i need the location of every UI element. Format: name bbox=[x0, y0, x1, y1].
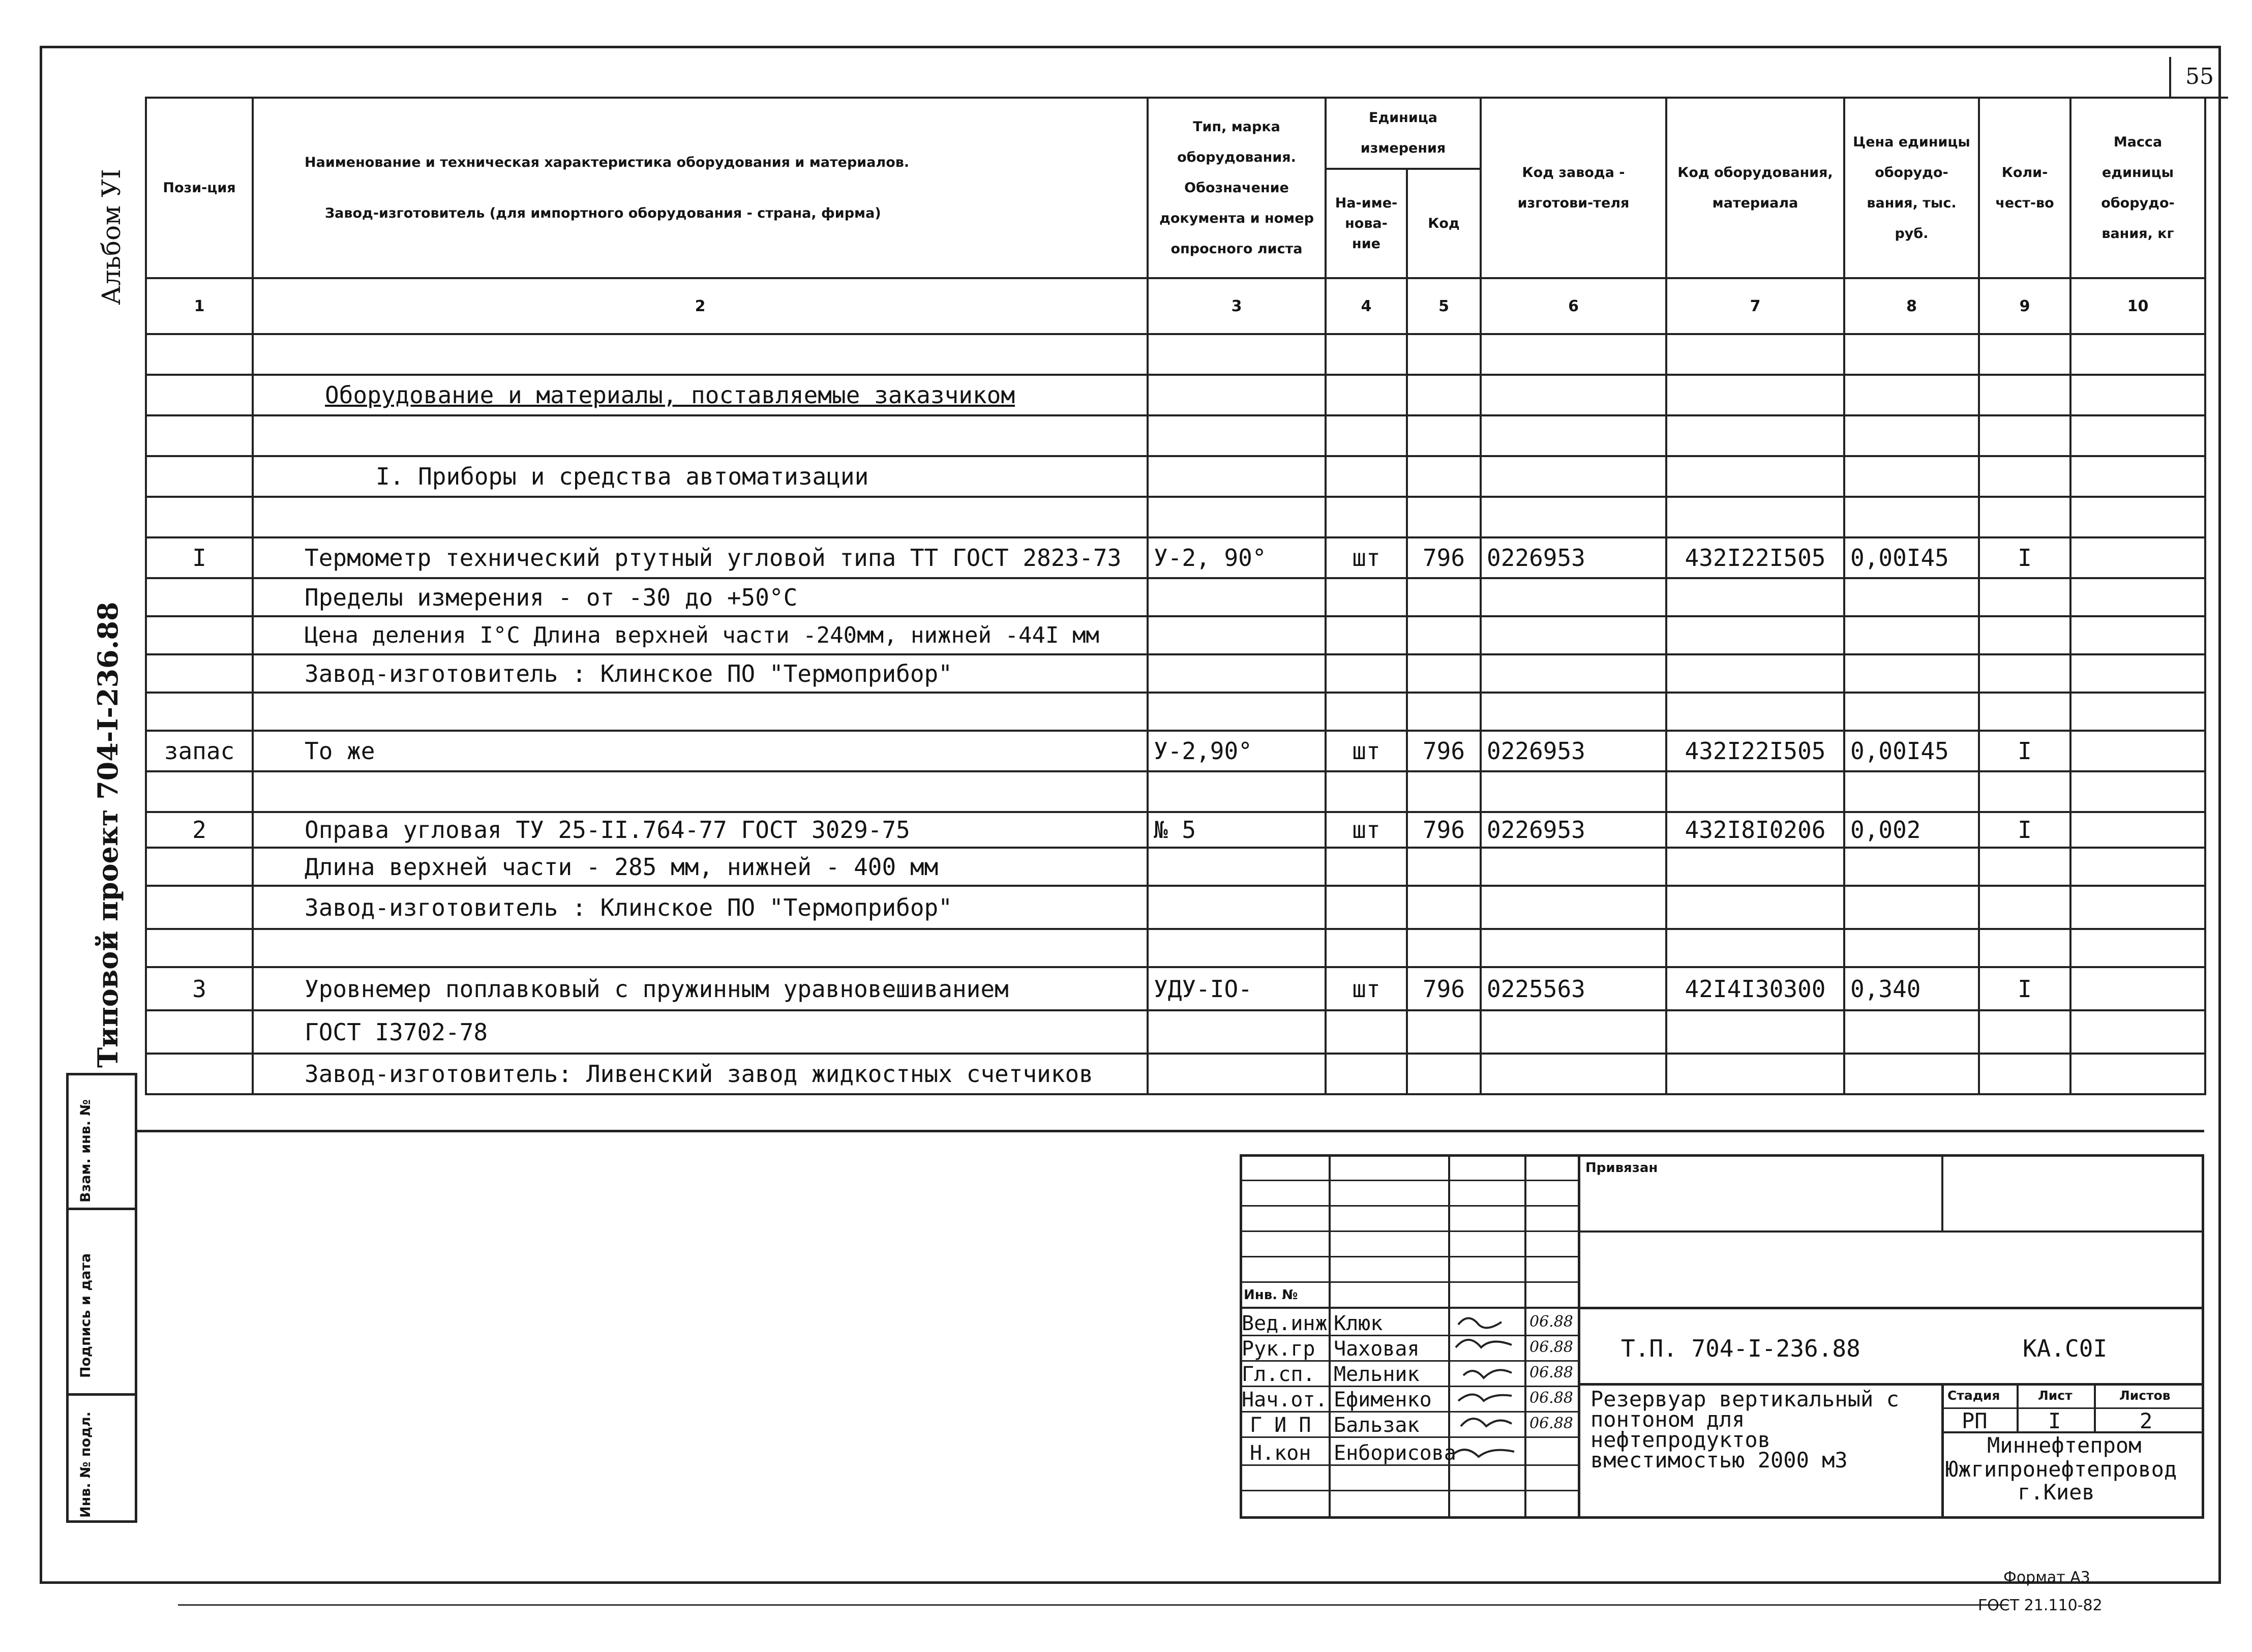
stamp-signature-date: Подпись и дата bbox=[66, 1208, 137, 1396]
table-row: 2 Оправа угловая ТУ 25-II.764-77 ГОСТ 3029-75 № 5 шт 796 0226953 432I8I0206 0,002 I bbox=[146, 812, 2205, 848]
table-row: 3 Уровнемер поплавковый с пружинным уравновешиванием УДУ-IO- шт 796 0225563 42I4I30300 0,340 I bbox=[146, 967, 2205, 1010]
col-number: 6 bbox=[1481, 278, 1666, 334]
document-code: КА.С0I bbox=[2023, 1335, 2108, 1362]
table-bottom-line bbox=[137, 1130, 2204, 1132]
format-label: Формат А3 bbox=[2003, 1569, 2090, 1586]
section-title: Оборудование и материалы, поставляемые заказчиком bbox=[253, 375, 1148, 415]
col-number: 1 bbox=[146, 278, 253, 334]
sheet-label: Лист bbox=[2038, 1388, 2073, 1403]
table-row: ГОСТ I3702-78 bbox=[146, 1010, 2205, 1054]
footer-line bbox=[178, 1604, 2008, 1606]
header-equip-code: Код оборудования, материала bbox=[1666, 98, 1844, 278]
table-row: Длина верхней части - 285 мм, нижней - 400 мм bbox=[146, 848, 2205, 886]
inv-label: Инв. № bbox=[1244, 1287, 1298, 1303]
project-label: Типовой проект 704-I-236.88 bbox=[92, 602, 124, 1068]
stamp-original-inv: Инв. № подл. bbox=[66, 1393, 137, 1523]
page-number: 55 bbox=[2169, 57, 2228, 99]
col-number: 10 bbox=[2070, 278, 2205, 334]
header-position: Пози-ция bbox=[146, 98, 253, 278]
privyazan-label: Привязан bbox=[1585, 1160, 1658, 1176]
table-row: запас То же У-2,90° шт 796 0226953 432I22I505 0,00I45 I bbox=[146, 731, 2205, 771]
header-unit: Единица измерения bbox=[1326, 98, 1481, 169]
header-qty: Коли-чест-во bbox=[1979, 98, 2070, 278]
header-plant-code: Код завода - изготови-теля bbox=[1481, 98, 1666, 278]
header-type: Тип, марка оборудования. Обозначение документа и номер опросного листа bbox=[1148, 98, 1326, 278]
col-number: 7 bbox=[1666, 278, 1844, 334]
specification-table bbox=[145, 97, 2206, 1095]
table-row: Завод-изготовитель: Ливенский завод жидкостных счетчиков bbox=[146, 1054, 2205, 1094]
table-row: Завод-изготовитель : Клинское ПО "Термоприбор" bbox=[146, 654, 2205, 693]
album-label: Альбом УI bbox=[97, 169, 126, 305]
subsection-title: I. Приборы и средства автоматизации bbox=[253, 456, 1148, 497]
sheet-value: I bbox=[2048, 1408, 2061, 1433]
stage-label: Стадия bbox=[1947, 1388, 2000, 1403]
sheets-value: 2 bbox=[2140, 1408, 2153, 1433]
col-number: 9 bbox=[1979, 278, 2070, 334]
sheets-label: Листов bbox=[2119, 1388, 2171, 1403]
col-number: 8 bbox=[1844, 278, 1979, 334]
header-unit-code: Код bbox=[1407, 169, 1481, 278]
col-number: 4 bbox=[1326, 278, 1407, 334]
table-row: I Термометр технический ртутный угловой типа ТТ ГОСТ 2823-73 У-2, 90° шт 796 0226953 432I22I505 0,00I45 I bbox=[146, 537, 2205, 578]
gost-label: ГОСТ 21.110-82 bbox=[1978, 1597, 2103, 1614]
document-title: Резервуар вертикальный с понтоном для нефтепродуктов вместимостью 2000 м3 bbox=[1590, 1387, 1899, 1473]
organization-institute: Южгипронефтепровод bbox=[1945, 1457, 2177, 1482]
col-number: 3 bbox=[1148, 278, 1326, 334]
stamp-replace-inv: Взам. инв. № bbox=[66, 1073, 137, 1210]
header-mass: Масса единицы оборудо-вания, кг bbox=[2070, 98, 2205, 278]
header-price: Цена единицы оборудо-вания, тыс. руб. bbox=[1844, 98, 1979, 278]
header-unit-name: На-име-нова-ние bbox=[1326, 169, 1407, 278]
organization-ministry: Миннефтепром bbox=[1987, 1433, 2142, 1458]
signature-marks bbox=[1448, 1309, 1524, 1472]
designation: Т.П. 704-I-236.88 bbox=[1621, 1335, 1860, 1362]
header-name: Наименование и техническая характеристика оборудования и материалов. Завод-изготовитель (для импортного оборудования - страна, фирма) bbox=[253, 98, 1148, 278]
title-block: Привязан Инв. № Вед.инж Клюк 06.88 Рук.гр Чаховая 06.88 Гл.сп. Мельник 06.88 Нач.от. Ефименко 06.88 Г И П Бальзак 06.88 Н.кон Енборисова Т.П. 704-I-236.88 КА.С0I Резервуар вертикальный с понтоном для нефтепродуктов вместимостью 2000 м3 Стадия Лист Листов РП I 2 Миннефтепром Южгипронефтепровод г.Киев bbox=[1240, 1154, 2204, 1518]
col-number: 5 bbox=[1407, 278, 1481, 334]
stage-value: РП bbox=[1962, 1408, 1988, 1433]
col-number: 2 bbox=[253, 278, 1148, 334]
organization-city: г.Киев bbox=[2018, 1480, 2095, 1505]
table-row: Пределы измерения - от -30 до +50°С bbox=[146, 578, 2205, 616]
table-row: Цена деления I°С Длина верхней части -240мм, нижней -44I мм bbox=[146, 616, 2205, 654]
table-row: Завод-изготовитель : Клинское ПО "Термоприбор" bbox=[146, 886, 2205, 929]
